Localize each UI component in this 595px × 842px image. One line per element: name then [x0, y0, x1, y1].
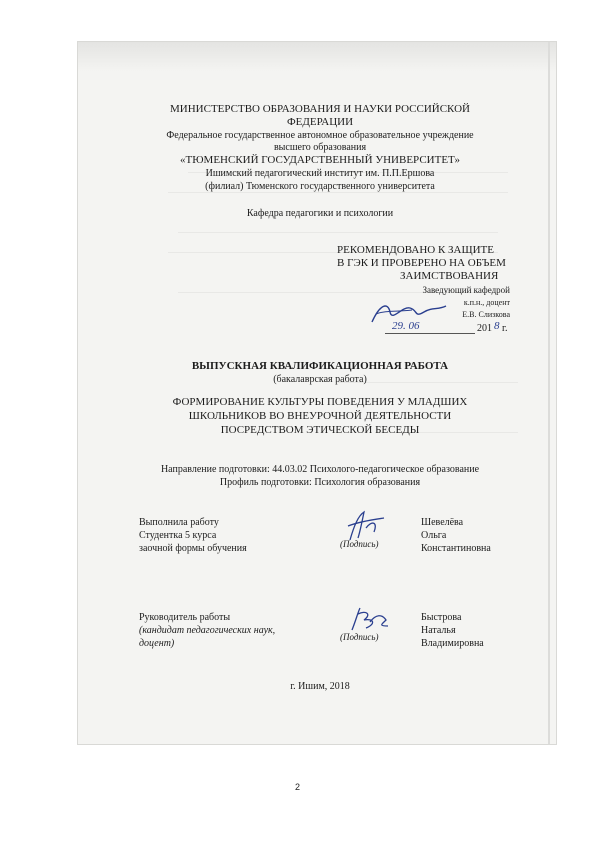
approval-year-suffix: г. — [502, 323, 508, 334]
institution-type-line-2: высшего образования — [273, 142, 367, 153]
student-first-name: Ольга — [421, 530, 447, 541]
supervisor-signature-caption: (Подпись) — [340, 632, 379, 642]
student-surname: Шевелёва — [421, 517, 464, 528]
work-title-line-3: ПОСРЕДСТВОМ ЭТИЧЕСКОЙ БЕСЕДЫ — [220, 424, 420, 436]
direction-of-study: Направление подготовки: 44.03.02 Психолого-педагогическое образование — [160, 464, 480, 475]
supervisor-label-line-3: доцент) — [139, 638, 175, 649]
supervisor-label-line-2: (кандидат педагогических наук, — [139, 625, 276, 636]
head-name: Е.В. Слизкова — [462, 310, 510, 319]
student-signature-caption: (Подпись) — [340, 539, 379, 549]
work-title-line-1: ФОРМИРОВАНИЕ КУЛЬТУРЫ ПОВЕДЕНИЯ У МЛАДШИХ — [172, 396, 468, 408]
student-patronymic: Константиновна — [421, 543, 491, 554]
supervisor-surname: Быстрова — [421, 612, 462, 623]
head-of-department-title: Заведующий кафедрой — [422, 285, 510, 295]
approval-date-handwritten: 29. 06 — [392, 320, 420, 332]
institute-line-1: Ишимский педагогический институт им. П.П.Ершова — [205, 168, 435, 179]
university-name: «ТЮМЕНСКИЙ ГОСУДАРСТВЕННЫЙ УНИВЕРСИТЕТ» — [180, 154, 460, 166]
approval-line-2: В ГЭК И ПРОВЕРЕНО НА ОБЪЕМ — [337, 257, 506, 269]
study-profile: Профиль подготовки: Психология образования — [219, 477, 421, 488]
city-year: г. Ишим, 2018 — [290, 681, 350, 692]
student-label-line-2: Студентка 5 курса — [139, 530, 217, 541]
work-title-line-2: ШКОЛЬНИКОВ ВО ВНЕУРОЧНОЙ ДЕЯТЕЛЬНОСТИ — [188, 410, 452, 422]
approval-year-prefix: 201 — [477, 323, 492, 334]
head-degree: к.п.н., доцент — [463, 298, 510, 307]
ministry-line-2: ФЕДЕРАЦИИ — [286, 116, 354, 128]
approval-year-handwritten: 8 — [494, 320, 500, 332]
date-underline — [385, 333, 475, 334]
supervisor-patronymic: Владимировна — [421, 638, 484, 649]
department-name: Кафедра педагогики и психологии — [246, 208, 394, 219]
bleed-through-line — [178, 232, 498, 233]
approval-line-1: РЕКОМЕНДОВАНО К ЗАЩИТЕ — [337, 244, 494, 256]
student-label-line-1: Выполнила работу — [139, 517, 219, 528]
page-number: 2 — [294, 782, 300, 792]
ministry-line-1: МИНИСТЕРСТВО ОБРАЗОВАНИЯ И НАУКИ РОССИЙСКОЙ — [170, 103, 470, 115]
supervisor-first-name: Наталья — [421, 625, 456, 636]
approval-line-3: ЗАИМСТВОВАНИЯ — [400, 270, 499, 282]
student-label-line-3: заочной формы обучения — [139, 543, 247, 554]
institute-line-2: (филиал) Тюменского государственного университета — [205, 181, 435, 192]
work-subtype: (бакалаврская работа) — [273, 374, 367, 385]
institution-type-line-1: Федеральное государственное автономное образовательное учреждение — [166, 130, 474, 141]
supervisor-label-line-1: Руководитель работы — [139, 612, 231, 623]
bleed-through-line — [168, 192, 508, 193]
work-type: ВЫПУСКНАЯ КВАЛИФИКАЦИОННАЯ РАБОТА — [191, 360, 449, 372]
